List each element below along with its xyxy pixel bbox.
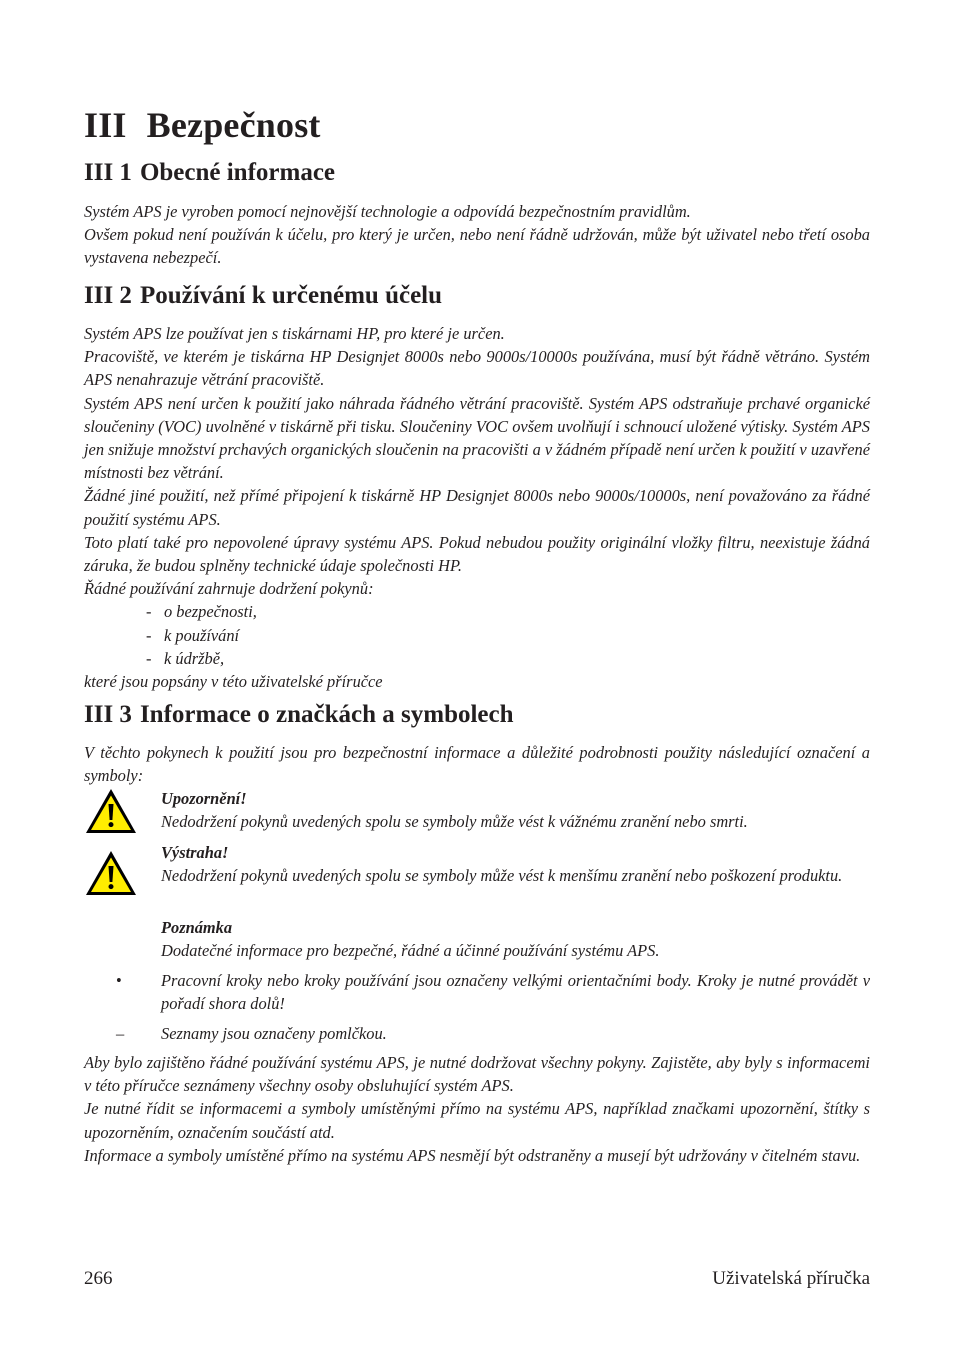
convention-text: Pracovní kroky nebo kroky používání jsou označeny velkými orientačními body. Kroky je nutné provádět v pořadí shora dolů! xyxy=(161,971,870,1014)
section-heading-3 xyxy=(84,700,514,730)
convention-text: Seznamy jsou označeny pomlčkou. xyxy=(161,1024,387,1043)
symbol-title: Výstraha! xyxy=(161,843,229,862)
symbol-text: Dodatečné informace pro bezpečné, řádné a účinné používání systému APS. xyxy=(161,941,660,961)
section-title: Používání k určenému účelu xyxy=(139,282,443,309)
paragraph: Ovšem pokud není používán k účelu, pro který je určen, nebo není řádně udržován, může být uživatel nebo třetí osoba vystavena nebezpečí. xyxy=(84,225,870,268)
section-1-body xyxy=(84,200,870,270)
section-heading-1 xyxy=(84,158,335,188)
document-title: Uživatelská příručka xyxy=(712,1268,870,1289)
section-3-closing xyxy=(84,1051,870,1167)
section-number: III 3 xyxy=(84,701,132,728)
paragraph: Informace a symboly umístěné přímo na systému APS nesmějí být odstraněny a musejí být udržovány v čitelném stavu. xyxy=(84,1145,861,1165)
bullet-marker: • xyxy=(116,971,122,990)
symbol-text: Nedodržení pokynů uvedených spolu se symboly může vést k menšímu zranění nebo poškození produktu. xyxy=(161,866,843,886)
list-item: - k používání xyxy=(146,625,240,645)
chapter-title xyxy=(84,104,321,146)
list-item: - o bezpečnosti, xyxy=(146,602,257,622)
chapter-number: III xyxy=(84,105,127,145)
section-title: Obecné informace xyxy=(139,159,336,186)
section-2-body xyxy=(84,322,870,693)
paragraph: Pracoviště, ve kterém je tiskárna HP Designjet 8000s nebo 9000s/10000s používána, musí být řádně větráno. Systém APS nenahrazuje větrání pracoviště. xyxy=(84,347,870,390)
paragraph: Systém APS není určen k použití jako náhrada řádného větrání pracoviště. Systém APS odstraňuje prchavé organické sloučeniny (VOC) uvolněné v tiskárně při tisku. Sloučeniny VOC ovšem uvolňují i schnoucí uložené výtisky. Systém APS jen snižuje množství prchavých organických sloučenin na pracovišti a v žádném případě není určen k použití v uzavřené místnosti bez větrání. xyxy=(84,393,870,483)
list-item: - k údržbě, xyxy=(146,648,225,668)
section-3-intro xyxy=(84,741,870,787)
paragraph: Je nutné řídit se informacemi a symboly umístěnými přímo na systému APS, například značkami upozornění, štítky s upozorněním, označením součástí atd. xyxy=(84,1099,870,1142)
symbol-description xyxy=(161,841,870,887)
paragraph: Řádné používání zahrnuje dodržení pokynů: xyxy=(84,579,374,599)
paragraph: které jsou popsány v této uživatelské příručce xyxy=(84,672,383,692)
section-number: III 2 xyxy=(84,282,132,309)
paragraph: Toto platí také pro nepovolené úpravy systému APS. Pokud nebudou použity originální vložky filtru, neexistuje žádná záruka, že budou splněny technické údaje společnosti HP. xyxy=(84,532,870,576)
warning-triangle-icon xyxy=(84,787,138,835)
paragraph: Žádné jiné použití, než přímé připojení k tiskárně HP Designjet 8000s nebo 9000s/10000s, není považováno za řádné použití systému APS. xyxy=(84,486,870,529)
section-heading-2 xyxy=(84,281,442,311)
paragraph: Aby bylo zajištěno řádné používání systému APS, je nutné dodržovat všechny pokyny. Zajistěte, aby byly s informacemi v této příručce seznámeny všechny osoby obsluhující systém APS. xyxy=(84,1053,870,1096)
section-title: Informace o značkách a symbolech xyxy=(139,701,514,728)
dash-marker: – xyxy=(116,1024,125,1043)
symbol-text: Nedodržení pokynů uvedených spolu se symboly může vést k vážnému zranění nebo smrti. xyxy=(161,812,748,832)
page-number: 266 xyxy=(84,1268,113,1289)
paragraph: Systém APS je vyroben pomocí nejnovější technologie a odpovídá bezpečnostním pravidlům. xyxy=(84,202,691,221)
page-footer xyxy=(84,1268,870,1294)
symbol-title: Poznámka xyxy=(161,918,233,937)
symbol-description xyxy=(161,916,870,962)
symbol-description xyxy=(161,787,870,833)
instructions-list xyxy=(84,600,870,670)
paragraph: V těchto pokynech k použití jsou pro bezpečnostní informace a důležité podrobnosti použity následující označení a symboly: xyxy=(84,743,870,786)
section-number: III 1 xyxy=(84,159,132,186)
paragraph: Systém APS lze používat jen s tiskárnami HP, pro které je určen. xyxy=(84,324,505,343)
symbol-title: Upozornění! xyxy=(161,789,247,808)
warning-triangle-icon xyxy=(84,849,138,897)
chapter-title-text: Bezpečnost xyxy=(146,105,321,145)
